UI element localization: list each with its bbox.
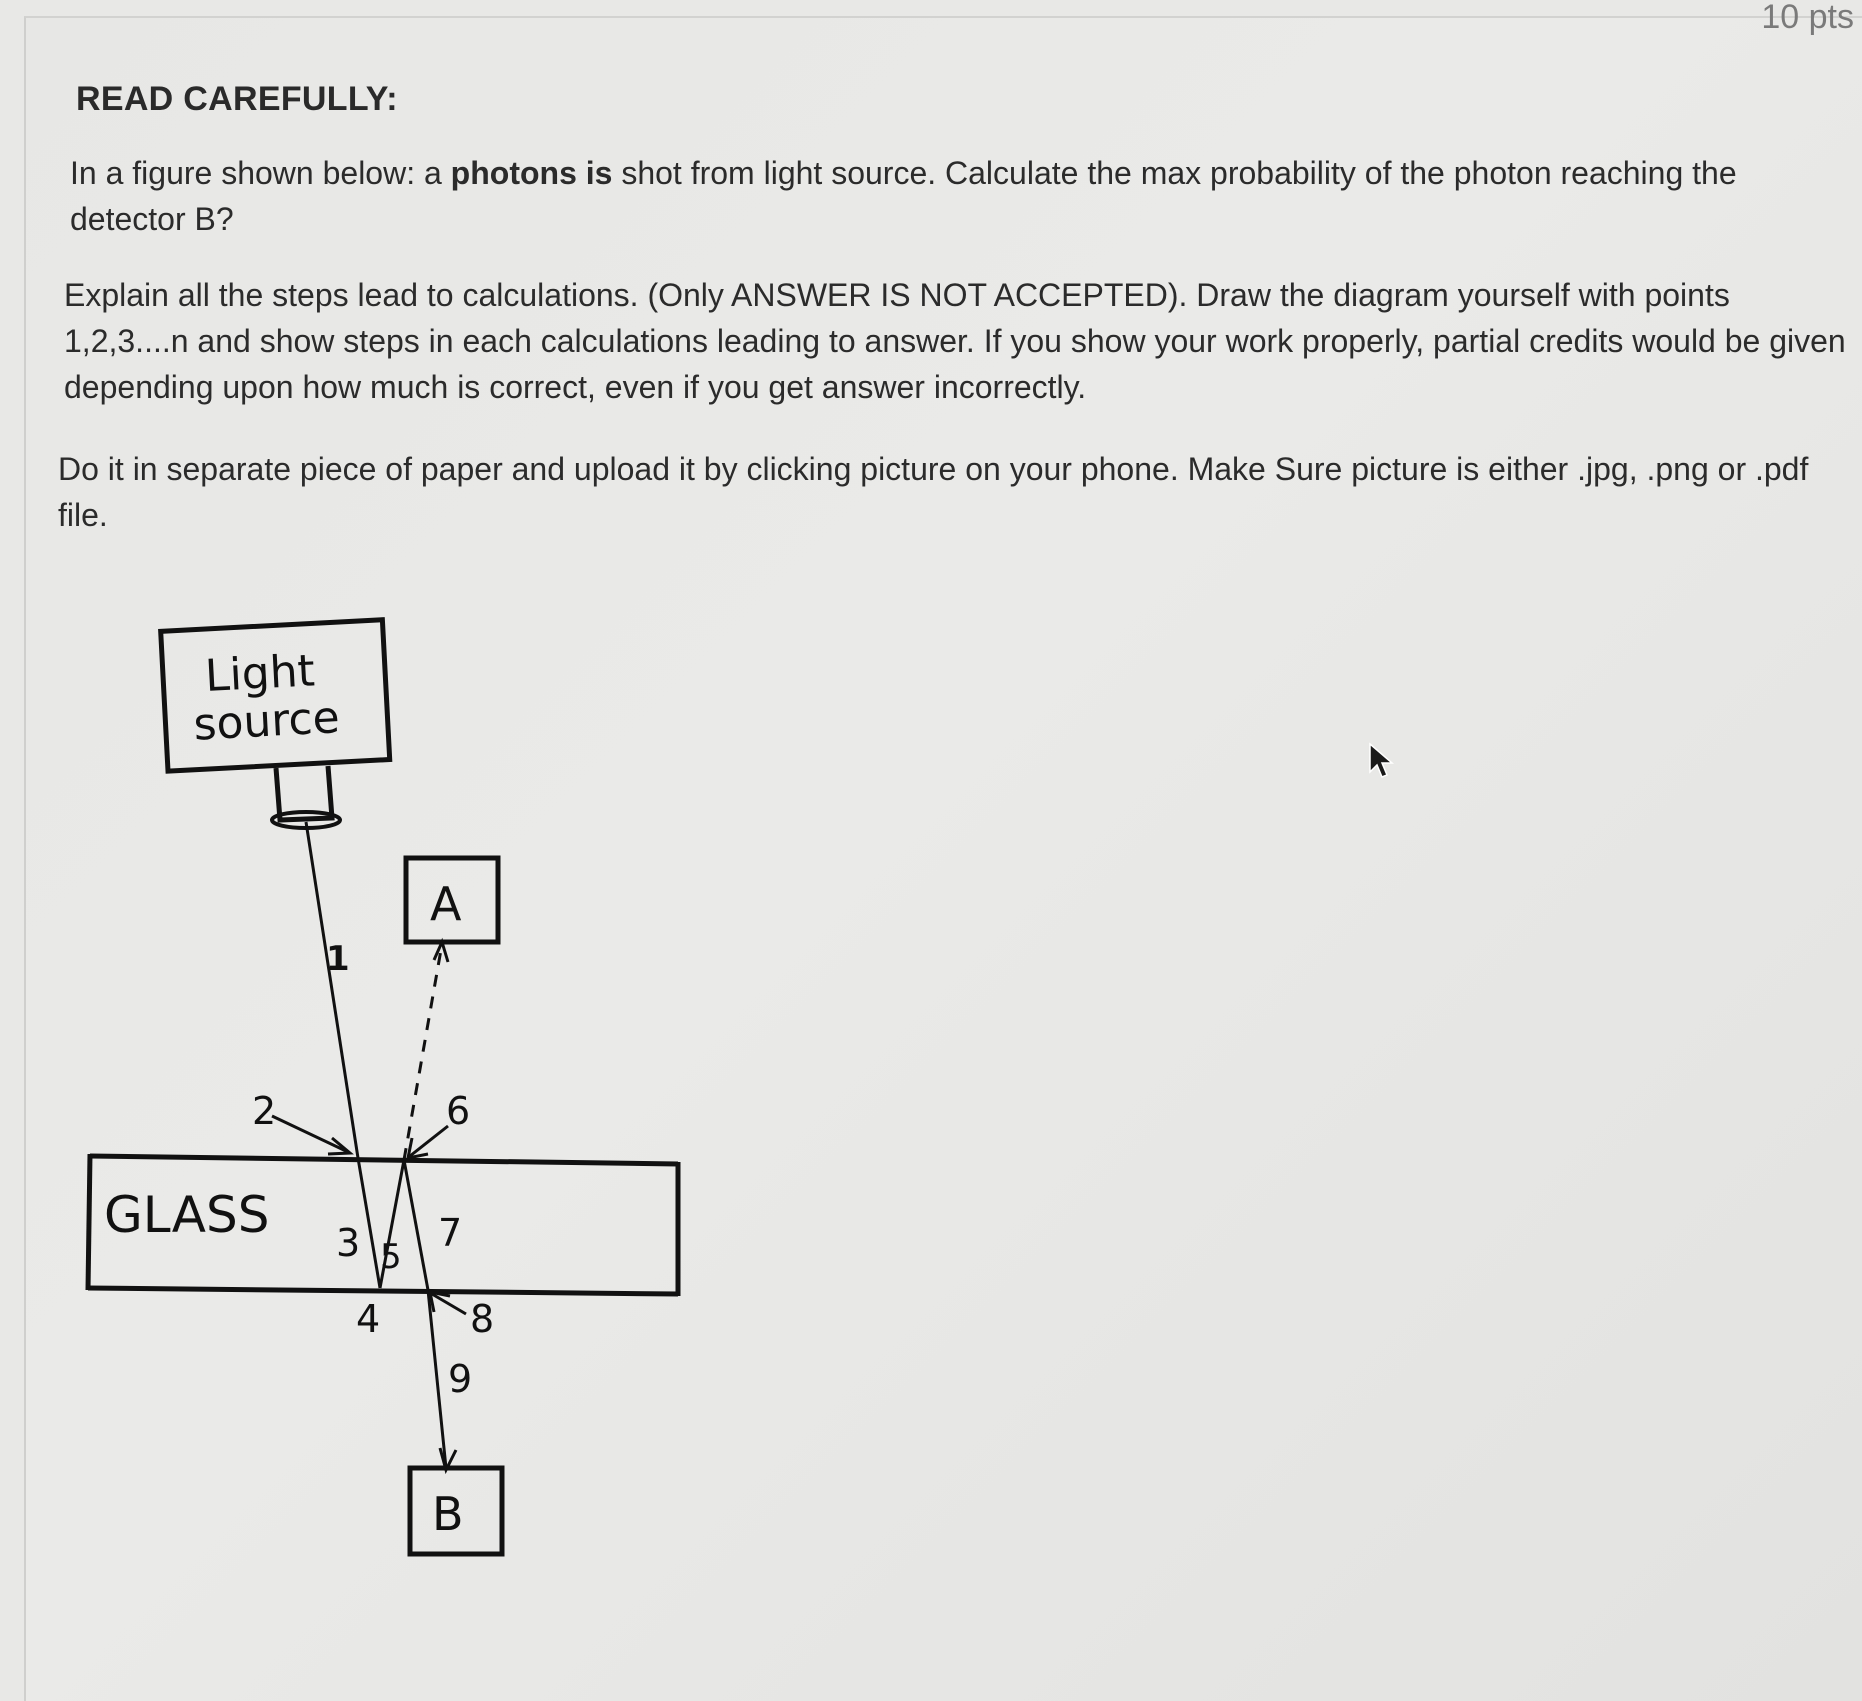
light-source-label-line1: Light <box>203 645 317 703</box>
ray-to-detector-b <box>428 1290 446 1468</box>
question-paragraph-1 <box>70 150 1860 242</box>
figure-diagram <box>76 608 696 1568</box>
label-9: 9 <box>448 1357 473 1401</box>
label-6-pointer <box>410 1126 448 1156</box>
points-label: 10 pts <box>1761 0 1854 36</box>
ray-to-detector-a <box>404 944 442 1160</box>
light-source-label-line2: source <box>192 692 341 751</box>
question-paragraph-2: Explain all the steps lead to calculations. (Only ANSWER IS NOT ACCEPTED). Draw the diagram yourself with points 1,2,3....n and show steps in each calculations leading to answer. If you show your work properly, partial credits would be given depending upon how much is correct, even if you get answer incorrectly. <box>64 277 1846 405</box>
label-3: 3 <box>336 1221 361 1265</box>
ray-incident <box>306 822 358 1158</box>
arrow-to-a-icon <box>434 942 448 962</box>
label-4: 4 <box>356 1297 381 1341</box>
detector-b-label: B <box>432 1487 464 1541</box>
paragraph-1-bold: photons is <box>450 155 613 191</box>
ray-refracted <box>358 1158 380 1288</box>
paragraph-1-end: shot from light source. Calculate the max probability of the photon reaching the detector B? <box>70 155 1737 237</box>
label-8: 8 <box>470 1297 495 1341</box>
question-page <box>24 0 1862 1701</box>
mouse-cursor-icon <box>1368 742 1394 780</box>
label-2-arrow-icon <box>328 1138 350 1154</box>
label-1: 1 <box>326 939 350 979</box>
question-heading: READ CAREFULLY: <box>76 80 398 118</box>
glass-label: GLASS <box>104 1186 270 1244</box>
label-2-pointer <box>272 1116 348 1152</box>
label-7: 7 <box>438 1211 463 1255</box>
light-source <box>161 620 390 771</box>
label-6: 6 <box>446 1089 471 1133</box>
paragraph-1-start: In a figure shown below: a <box>70 155 451 191</box>
photon-glass-figure <box>76 608 696 1568</box>
label-2: 2 <box>252 1089 277 1133</box>
label-5: 5 <box>380 1237 402 1277</box>
question-paragraph-3: Do it in separate piece of paper and upload it by clicking picture on your phone. Make Sure picture is either .jpg, .png or .pdf file. <box>58 451 1809 533</box>
ray-internal-down <box>404 1160 428 1290</box>
detector-a-label: A <box>430 877 462 931</box>
